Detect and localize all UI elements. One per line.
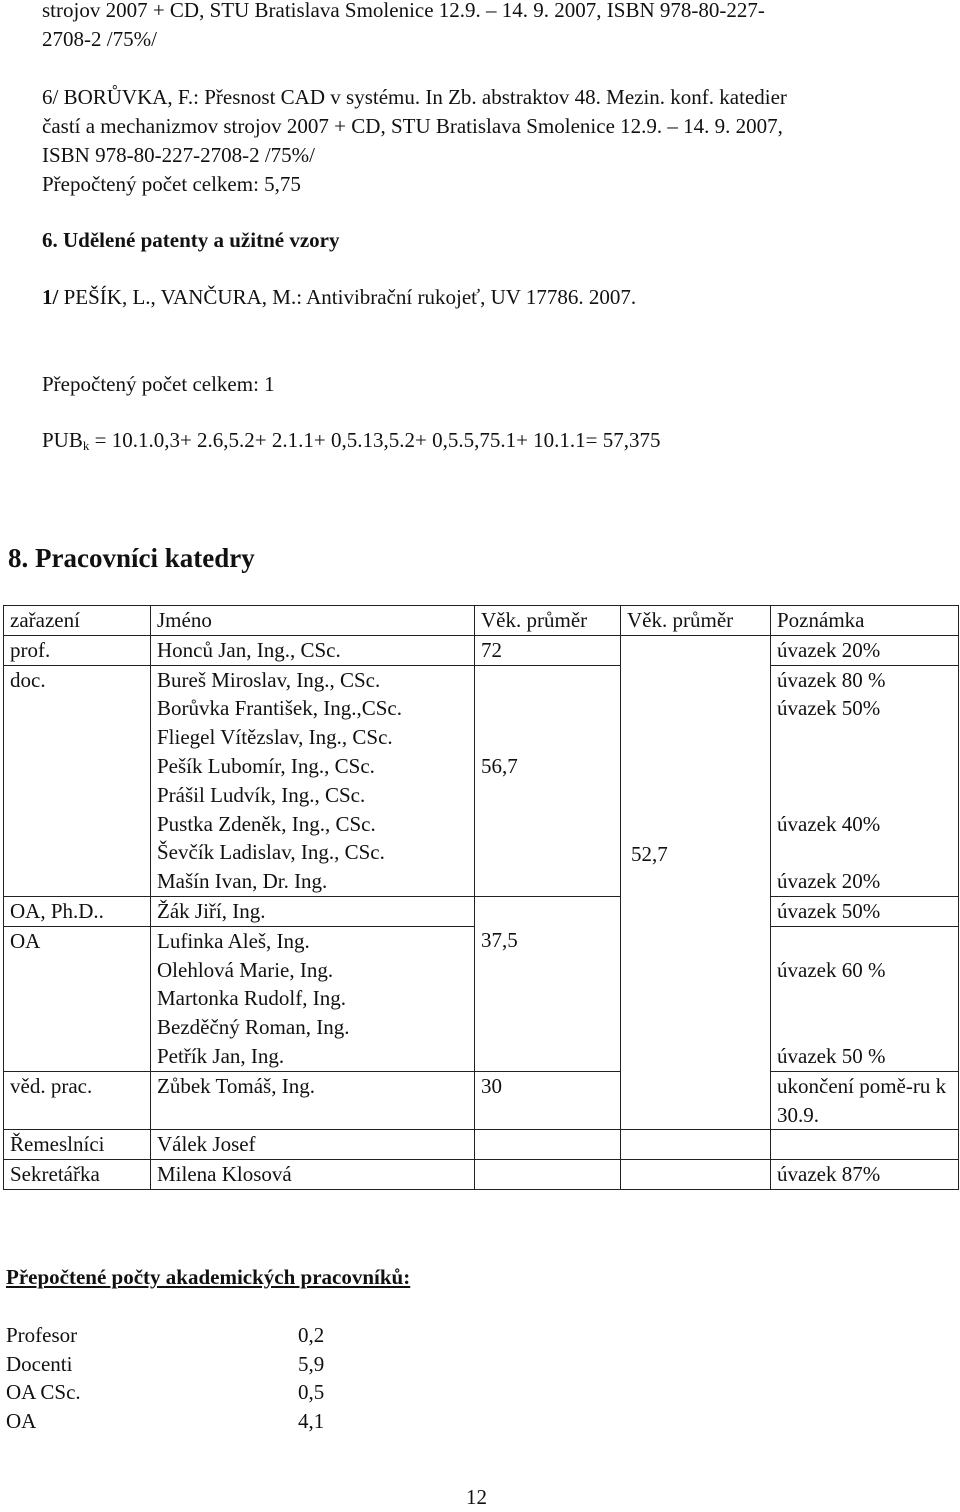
note-line <box>777 752 952 781</box>
name-line: Mašín Ivan, Dr. Ing. <box>157 869 328 894</box>
note-cell: úvazek 50% <box>771 896 959 926</box>
name-line: Martonka Rudolf, Ing. <box>157 986 346 1011</box>
table-row <box>4 1160 959 1190</box>
age-cell <box>475 896 621 1071</box>
table-row-docents <box>4 665 959 896</box>
section-6-heading: 6. Udělené patenty a užitné vzory <box>42 228 340 252</box>
reference-6-line: 6/ BORŮVKA, F.: Přesnost CAD v systému. In Zb. abstraktov 48. Mezin. konf. katedier <box>42 85 787 109</box>
note-line <box>777 781 952 810</box>
recalculated-count: Přepočtený počet celkem: 5,75 <box>42 172 301 196</box>
patent-entry <box>42 283 636 312</box>
summary-label: OA <box>6 1409 37 1434</box>
age-cell <box>475 1160 621 1190</box>
name-cell: Válek Josef <box>151 1130 475 1160</box>
pub-label: PUB <box>42 428 83 452</box>
name-cell: Milena Klosová <box>151 1160 475 1190</box>
summary-label: OA CSc. <box>6 1380 81 1405</box>
summary-value: 0,5 <box>298 1380 325 1405</box>
ref-continuation-line: strojov 2007 + CD, STU Bratislava Smolenice 12.9. – 14. 9. 2007, ISBN 978-80-227- <box>42 0 765 22</box>
table-row <box>4 1071 959 1130</box>
name-cell: Zůbek Tomáš, Ing. <box>151 1071 475 1130</box>
note-line <box>777 838 952 867</box>
age-value: 37,5 <box>481 927 518 952</box>
recalculated-count: Přepočtený počet celkem: 1 <box>42 372 275 396</box>
summary-label: Docenti <box>6 1351 73 1376</box>
note-line: úvazek 20% <box>777 869 881 894</box>
age-cell <box>621 1160 771 1190</box>
name-line: Ševčík Ladislav, Ing., CSc. <box>157 840 385 865</box>
notes-cell <box>771 926 959 1071</box>
age-cell <box>475 1130 621 1160</box>
summary-value: 5,9 <box>298 1351 325 1376</box>
header-cell: Věk. průměr <box>475 606 621 636</box>
note-line: úvazek 50 % <box>777 1043 886 1068</box>
note-line: úvazek 50% <box>777 696 881 721</box>
name-line: Prášil Ludvík, Ing., CSc. <box>157 782 366 807</box>
pub-subscript: k <box>82 438 90 453</box>
table-row <box>4 896 959 926</box>
table-row <box>4 635 959 665</box>
note-cell: úvazek 87% <box>771 1160 959 1190</box>
note-cell: ukončení pomě-ru k 30.9. <box>771 1071 959 1130</box>
name-cell: Honců Jan, Ing., CSc. <box>151 635 475 665</box>
note-line <box>777 1013 952 1042</box>
summary-row <box>6 1321 366 1350</box>
summary-label: Profesor <box>6 1323 78 1347</box>
note-line <box>777 723 952 752</box>
age-value: 56,7 <box>481 753 518 778</box>
summary-row <box>6 1378 366 1407</box>
note-line: úvazek 80 % <box>777 667 886 692</box>
name-cell: Žák Jiří, Ing. <box>151 896 475 926</box>
header-cell: Věk. průměr <box>621 606 771 636</box>
category-cell: Řemeslníci <box>4 1130 151 1160</box>
summary-heading: Přepočtené počty akademických pracovníků: <box>6 1265 411 1289</box>
page-number: 12 <box>466 1485 487 1509</box>
summary-row <box>6 1407 366 1436</box>
category-cell: OA, Ph.D.. <box>4 896 151 926</box>
patent-entry-text: PEŠÍK, L., VANČURA, M.: Antivibrační rukojeť, UV 17786. 2007. <box>58 285 637 309</box>
name-line: Bureš Miroslav, Ing., CSc. <box>157 667 381 692</box>
names-cell <box>151 665 475 896</box>
patent-entry-number: 1/ <box>42 285 59 309</box>
header-cell: zařazení <box>4 606 151 636</box>
overall-age-average: 52,7 <box>631 842 668 867</box>
note-line: úvazek 60 % <box>777 957 886 982</box>
name-line: Lufinka Aleš, Ing. <box>157 928 310 953</box>
summary-value: 4,1 <box>298 1409 325 1434</box>
age-cell <box>621 1130 771 1160</box>
name-line: Borůvka František, Ing.,CSc. <box>157 696 402 721</box>
header-cell: Jméno <box>151 606 475 636</box>
overall-age-average-cell <box>621 635 771 1130</box>
names-cell <box>151 926 475 1071</box>
summary-value: 0,2 <box>298 1323 325 1347</box>
table-row <box>4 1130 959 1160</box>
note-cell: úvazek 20% <box>771 635 959 665</box>
note-line <box>777 984 952 1013</box>
header-cell: Poznámka <box>771 606 959 636</box>
name-line: Olehlová Marie, Ing. <box>157 957 334 982</box>
ref-continuation-line: 2708-2 /75%/ <box>42 27 157 51</box>
workers-table <box>3 605 959 1190</box>
pub-formula <box>42 426 661 460</box>
section-8-heading: 8. Pracovníci katedry <box>8 543 255 573</box>
note-line: úvazek 40% <box>777 811 881 836</box>
name-line: Bezděčný Roman, Ing. <box>157 1015 350 1040</box>
name-line: Pešík Lubomír, Ing., CSc. <box>157 753 375 778</box>
pub-formula-text: = 10.1.0,3+ 2.6,5.2+ 2.1.1+ 0,5.13,5.2+ 0,5.5,75.1+ 10.1.1= 57,375 <box>89 428 661 452</box>
note-line <box>777 927 952 956</box>
category-cell: doc. <box>4 665 151 896</box>
summary-row <box>6 1350 366 1379</box>
name-line: Fliegel Vítězslav, Ing., CSc. <box>157 725 393 750</box>
reference-6-line: ISBN 978-80-227-2708-2 /75%/ <box>42 143 315 167</box>
name-line: Pustka Zdeněk, Ing., CSc. <box>157 811 376 836</box>
name-line: Petřík Jan, Ing. <box>157 1043 285 1068</box>
age-cell <box>475 665 621 896</box>
category-cell: prof. <box>4 635 151 665</box>
summary-list <box>6 1321 366 1436</box>
age-cell: 30 <box>475 1071 621 1130</box>
note-cell <box>771 1130 959 1160</box>
notes-cell <box>771 665 959 896</box>
age-cell: 72 <box>475 635 621 665</box>
table-header-row <box>4 606 959 636</box>
category-cell: věd. prac. <box>4 1071 151 1130</box>
category-cell: OA <box>4 926 151 1071</box>
category-cell: Sekretářka <box>4 1160 151 1190</box>
reference-6-line: častí a mechanizmov strojov 2007 + CD, STU Bratislava Smolenice 12.9. – 14. 9. 2007, <box>42 114 783 138</box>
